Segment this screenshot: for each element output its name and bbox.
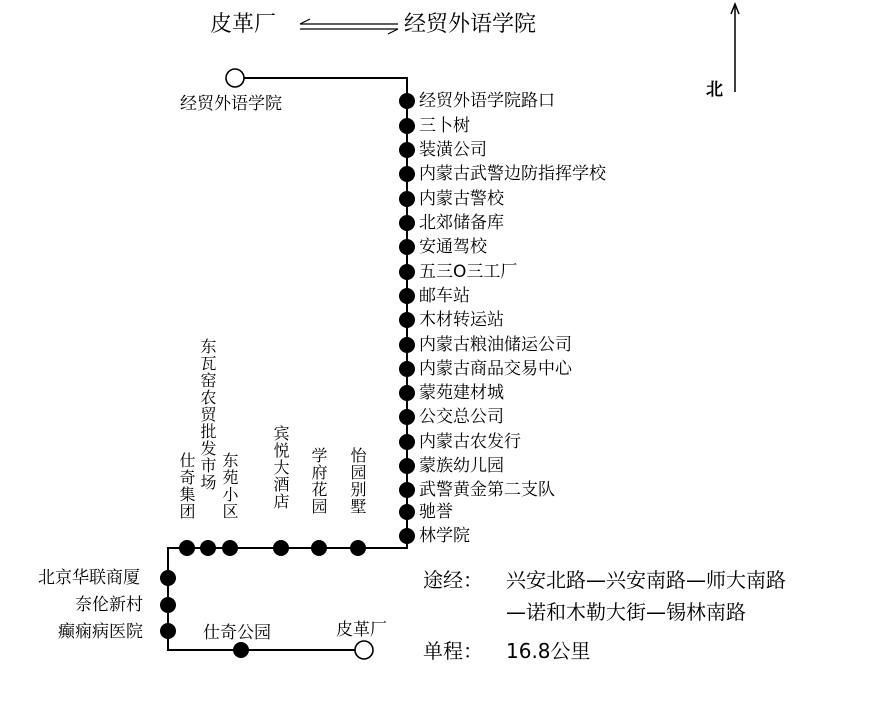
stop-dot	[399, 93, 415, 109]
distance-label: 单程：	[423, 639, 483, 663]
stop-label: 蒙苑建材城	[419, 383, 504, 403]
stop-dot	[399, 482, 415, 498]
stop-label: 北京华联商厦	[38, 568, 140, 588]
terminal-circle-top	[226, 69, 244, 87]
stop-label: 五三O三工厂	[419, 262, 518, 282]
north-label: 北	[706, 80, 723, 100]
stop-label: 公交总公司	[419, 407, 504, 427]
stop-dot	[399, 118, 415, 134]
stop-label: 木材转运站	[419, 310, 504, 330]
stop-label: 内蒙古商品交易中心	[419, 359, 572, 379]
stop-label-vertical: 东瓦窑农贸批发市场	[198, 338, 217, 491]
stop-dot	[399, 312, 415, 328]
stop-label-vertical: 宾悦大酒店	[271, 425, 290, 510]
stop-dot	[350, 540, 366, 556]
north-arrow-icon	[731, 4, 739, 92]
header-from: 皮革厂	[210, 12, 277, 37]
stop-label: 北郊储备库	[419, 213, 504, 233]
stop-dot	[311, 540, 327, 556]
stop-label: 内蒙古粮油储运公司	[419, 335, 572, 355]
distance-value: 16.8公里	[506, 639, 591, 663]
route-info-line2: —诺和木勒大街—锡林南路	[506, 600, 746, 624]
stop-label: 癫痫病医院	[58, 622, 143, 642]
terminal-bottom-label: 皮革厂	[336, 620, 387, 640]
terminal-circle-bottom	[355, 641, 373, 659]
stop-dot	[399, 434, 415, 450]
stop-label: 武警黄金第二支队	[419, 480, 555, 500]
stop-dot	[399, 215, 415, 231]
stop-dot	[399, 191, 415, 207]
stop-label: 蒙族幼儿园	[419, 456, 504, 476]
stop-dot	[160, 570, 176, 586]
route-info-line1: 兴安北路—兴安南路—师大南路	[506, 568, 786, 592]
stop-dot	[399, 458, 415, 474]
stop-dot	[399, 239, 415, 255]
stop-label: 三卜树	[419, 116, 470, 136]
stop-dot	[399, 142, 415, 158]
stop-label: 驰誉	[419, 502, 453, 522]
direction-arrow-icon	[300, 19, 398, 34]
stop-dot	[200, 540, 216, 556]
stop-dot	[399, 385, 415, 401]
stop-dot	[179, 540, 195, 556]
stop-label-vertical: 学府花园	[309, 447, 328, 515]
stop-label: 邮车站	[419, 286, 470, 306]
stop-dot	[273, 540, 289, 556]
stop-dot	[399, 504, 415, 520]
header-to: 经贸外语学院	[404, 12, 537, 37]
stop-label: 经贸外语学院路口	[419, 91, 555, 111]
terminal-top-label: 经贸外语学院	[180, 94, 282, 114]
stop-label: 内蒙古农发行	[419, 432, 521, 452]
stop-label: 林学院	[419, 526, 470, 546]
stop-label: 内蒙古武警边防指挥学校	[419, 164, 606, 184]
stop-dot	[399, 264, 415, 280]
stop-label-vertical: 东苑小区	[220, 452, 239, 520]
route-info-label: 途经：	[423, 568, 483, 592]
stop-dot	[160, 597, 176, 613]
stop-dot	[160, 623, 176, 639]
stop-dot	[233, 642, 249, 658]
stop-label: 奈伦新村	[75, 595, 143, 615]
stop-label: 装潢公司	[419, 140, 487, 160]
stop-dot	[399, 288, 415, 304]
stop-dot	[399, 528, 415, 544]
stop-label: 安通驾校	[419, 237, 487, 257]
stop-label-vertical: 仕奇集团	[177, 452, 196, 520]
stop-label: 内蒙古警校	[419, 189, 504, 209]
stop-dot	[399, 337, 415, 353]
stop-dot	[399, 409, 415, 425]
stop-label-vertical: 怡园别墅	[348, 447, 367, 515]
stop-label: 仕奇公园	[203, 623, 271, 643]
stop-dot	[399, 166, 415, 182]
stop-dot	[222, 540, 238, 556]
stop-dot	[399, 361, 415, 377]
